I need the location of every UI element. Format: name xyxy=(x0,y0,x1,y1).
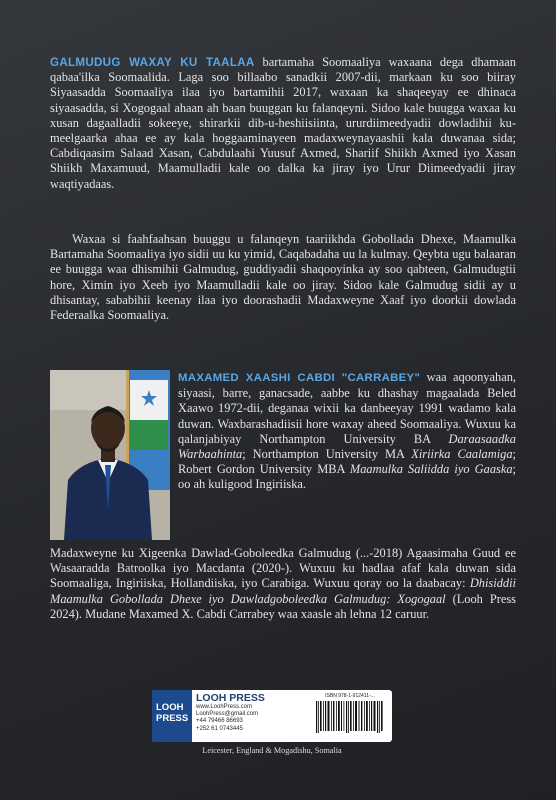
author-bio-top xyxy=(178,370,516,493)
author-name: MAXAMED XAASHI CABDI "CARRABEY" xyxy=(178,372,421,384)
author-bio-g: ; oo ah kuligood Ingiriiska. xyxy=(178,462,516,492)
publisher-panel xyxy=(152,690,392,742)
publisher-phone-2: +252 61 0743445 xyxy=(196,725,243,732)
publisher-email: LoohPress@gmail.com xyxy=(196,711,259,718)
author-photo xyxy=(50,370,170,540)
author-bio-bottom xyxy=(50,546,516,622)
author-bio-rest-b: (Looh Press 2024). Mudane Maxamed X. Cabdi Carrabey waa xaasle ah lehna 12 caruur. xyxy=(50,591,516,621)
intro-paragraph-2: Waxaa si faahfaahsan buuggu u falanqeyn taariikhda Gobollada Dhexe, Maamulka Bartamaha Soomaaliya iyo sidii uu ku yimid, Caqabadaha uu la kulmay. Qeybta ugu balaaran ee buugga waa dhismihii Galmudug, guddiyadii shaqooyinka ay soo qabteen, Galmudugtii hore, Ximin iyo Xeeb iyo Maamulladii kale oo jiray. Sidoo kale Galmudug sidii ay u dhisantay, sababihii keenay ilaa iyo doorashadii Madaxweyne Xaaf iyo doorkii dowlada Federaalka Soomaaliya. xyxy=(50,232,516,323)
publisher-website: www.LoohPress.com xyxy=(196,704,253,710)
author-degree-ma: Xiriirka Caalamiga xyxy=(411,447,513,462)
isbn-number: ISBN 978-1-912411-... xyxy=(325,693,375,699)
book-title: GALMUDUG WAXAY KU TAALAA xyxy=(50,56,255,69)
author-portrait-image xyxy=(50,370,170,540)
logo-line-2: PRESS xyxy=(156,713,189,724)
intro-paragraph-1-text: bartamaha Soomaaliya waxaana dega dhamaan qabaa'ilka Soomaalida. Laga soo billaabo sanadkii 2007-dii, markaan ku soo biiray Siyaasadda Soomaaliya ilaa iyo bartamihii 2017, waxaan ka shaqeeyay ee dhinaca siyaasadda, si Xogogaal ahaan ah baan buuggan ku falanqeyni. Sidoo kale buugga waxaa ku xusan dagaalladii sokeeye, shirarkii dib-u-heshiisiinta, ururdiimeedyadii dowladihii ku-meelgaarka ahaa ee ay kala hoggaaminayeen madaxweynayaashii kala duwanaa sida; Cabdiqaasim Salaad Xasan, Cabdulaahi Yuusuf Axmed, Shariif Shiikh Axmed iyo Xasan Shiikh Maxamuud, Maamulladii kale oo dalka ka jiray iyo Urur Diimeedyadii jiray waqtiyadaas. xyxy=(50,55,516,191)
logo-line-1: LOOH xyxy=(156,702,184,713)
author-bio-a: waa aqoonyahan, siyaasi, barre, ganacsade, aabbe ku dhashay magaalada Beled Xaawo 1972-dii, deganaa wixii ka danbeeyay 1991 wadamo kala duwan. Waxbarashadiisii hore waxay aheed Soomaaliya. Wuxuu ka qalanjabiyay Northampton University BA xyxy=(178,370,516,446)
publisher-logo xyxy=(152,690,192,742)
isbn-barcode xyxy=(312,693,388,739)
author-bio-rest-a: Madaxweyne ku Xigeenka Dawlad-Goboleedka Galmudug (...-2018) Agaasimaha Guud ee Wasaaradda Batroolka iyo Macdanta (2020-). Wuxuu ku hadlaa afaf kala duwan sida Soomaaliga, Ingiriiska, Hollandiiska, iyo Carabiga. Wuxuu qoray oo la daabacay: xyxy=(50,546,516,591)
publisher-location: Leicester, England & Mogadishu, Somalia xyxy=(202,746,342,755)
author-bio-c: ; Northampton University MA xyxy=(242,447,405,462)
intro-paragraph-1 xyxy=(50,55,516,192)
publisher-phone-1: +44 79466 86693 xyxy=(196,718,243,725)
author-degree-ba: Daraasaadka Warbaahinta xyxy=(178,431,516,462)
author-degree-mba: Maamulka Saliidda iyo Gaaska xyxy=(349,462,513,477)
publisher-contact xyxy=(196,692,308,733)
barcode-icon xyxy=(312,693,388,739)
author-bio-e: ; Robert Gordon University MBA xyxy=(178,447,516,477)
publisher-name: LOOH PRESS xyxy=(196,692,265,704)
author-book-title: Dhisiddii Maamulka Gobollada Dhexe iyo Dawladgoboleedka Galmudug: Xogogaal xyxy=(50,576,516,606)
